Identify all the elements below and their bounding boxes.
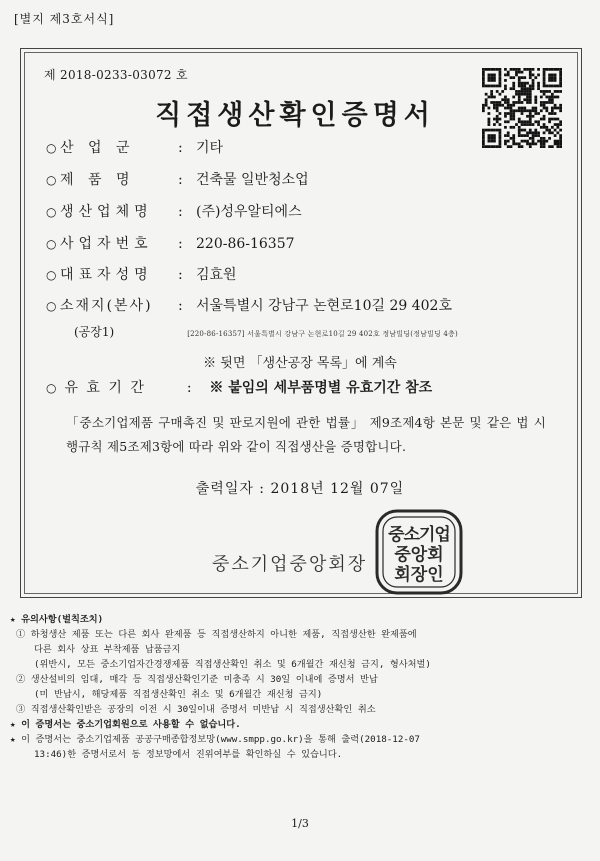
note-item: ① 하청생산 제품 또는 다른 회사 완제품 등 직접생산하지 아니한 제품, 직접생산한 완제품에 bbox=[16, 629, 417, 640]
field-label: 사업자번호 bbox=[60, 236, 153, 252]
note-extra: 13:46)한 증명서로서 동 정보망에서 진위여부를 확인하실 수 있습니다. bbox=[34, 749, 343, 760]
field-bullet: ○ bbox=[46, 173, 57, 187]
legal-basis-text: 「중소기업제품 구매촉진 및 판로지원에 관한 법률」 제9조제4항 본문 및 같은 법 시행규칙 제5조제3항에 따라 위와 같이 직접생산을 증명합니다. bbox=[66, 415, 546, 454]
note-item: (위반시, 모든 중소기업자간경쟁제품 직접생산확인 취소 및 6개월간 재신청 금지, 형사처벌) bbox=[34, 659, 431, 670]
seal-line-2: 중앙회 bbox=[394, 545, 444, 565]
seal-line-1: 중소기업 bbox=[388, 525, 450, 545]
field-value: (주)성우알티에스 bbox=[196, 204, 302, 220]
field-value: 220-86-16357 bbox=[196, 236, 295, 252]
validity-bullet: ○ bbox=[46, 381, 57, 395]
notes-section bbox=[10, 612, 590, 762]
field-value: 서울특별시 강남구 논현로10길 29 402호 bbox=[196, 298, 452, 314]
field-bullet: ○ bbox=[46, 299, 57, 313]
factory-label: (공장1) bbox=[74, 325, 115, 339]
note-item: (미 반납시, 해당제품 직접생산확인 취소 및 6개월간 재신청 금지) bbox=[34, 689, 323, 700]
field-colon: : bbox=[178, 204, 183, 220]
field-bullet: ○ bbox=[46, 141, 57, 155]
official-seal bbox=[374, 508, 464, 596]
page-number: 1/3 bbox=[291, 817, 309, 830]
field-row bbox=[46, 169, 309, 189]
field-row bbox=[46, 201, 302, 221]
validity-row bbox=[46, 377, 432, 397]
note-item: ③ 직접생산확인받은 공장의 이전 시 30일이내 증명서 미반납 시 직접생산확인 취소 bbox=[16, 704, 376, 715]
validity-value: ※ 붙임의 세부품명별 유효기간 참조 bbox=[209, 380, 433, 396]
note-extra: ★ 이 증명서는 중소기업제품 공공구매종합정보망(www.smpp.go.kr)을 통해 출력(2018-12-07 bbox=[10, 734, 420, 745]
seal-line-3: 회장인 bbox=[394, 565, 444, 585]
note-item: ② 생산설비의 임대, 매각 등 직접생산확인기준 미충족 시 30일 이내에 증명서 반납 bbox=[16, 674, 378, 685]
field-label: 산 업 군 bbox=[60, 140, 135, 156]
field-label: 대표자성명 bbox=[60, 267, 153, 283]
field-colon: : bbox=[178, 267, 183, 283]
note-extra: ★ 이 증명서는 중소기업회원으로 사용할 수 없습니다. bbox=[10, 719, 241, 730]
field-value: 기타 bbox=[196, 140, 224, 156]
validity-label: 유 효 기 간 bbox=[64, 380, 146, 396]
field-bullet: ○ bbox=[46, 237, 57, 251]
document-title: 직접생산확인증명서 bbox=[155, 100, 435, 131]
field-value: 김효원 bbox=[196, 267, 237, 283]
notes-heading: ★ 유의사항(벌칙조치) bbox=[10, 614, 104, 625]
continued-note: ※ 뒷면 「생산공장 목록」에 계속 bbox=[203, 356, 397, 371]
certificate-number: 제 2018-0233-03072 호 bbox=[44, 68, 188, 82]
qr-code bbox=[482, 68, 562, 148]
field-colon: : bbox=[178, 236, 183, 252]
field-row bbox=[46, 233, 295, 253]
field-row bbox=[46, 137, 223, 157]
field-bullet: ○ bbox=[46, 268, 57, 282]
field-label: 생산업체명 bbox=[60, 204, 153, 220]
field-colon: : bbox=[178, 140, 183, 156]
field-colon: : bbox=[178, 298, 183, 314]
field-row bbox=[46, 295, 452, 315]
form-label: [별지 제3호서식] bbox=[14, 12, 115, 26]
field-colon: : bbox=[178, 172, 183, 188]
factory-address: [220-86-16357] 서울특별시 강남구 논현로10길 29 402호 정남빌딩(정남빌딩 4층) bbox=[187, 330, 458, 338]
field-value: 건축물 일반청소업 bbox=[196, 172, 309, 188]
field-label: 소재지(본사) bbox=[60, 298, 153, 314]
validity-colon: : bbox=[186, 380, 192, 396]
field-row bbox=[46, 264, 237, 284]
notes-extra bbox=[10, 717, 590, 762]
output-date: 출력일자 : 2018년 12월 07일 bbox=[195, 481, 405, 497]
field-label: 제 품 명 bbox=[60, 172, 135, 188]
field-bullet: ○ bbox=[46, 205, 57, 219]
factory-row bbox=[74, 323, 458, 340]
issuer-name: 중소기업중앙회장 bbox=[212, 554, 368, 575]
notes-items bbox=[10, 627, 590, 717]
note-item: 다른 회사 상표 부착제품 납품금지 bbox=[34, 644, 181, 655]
